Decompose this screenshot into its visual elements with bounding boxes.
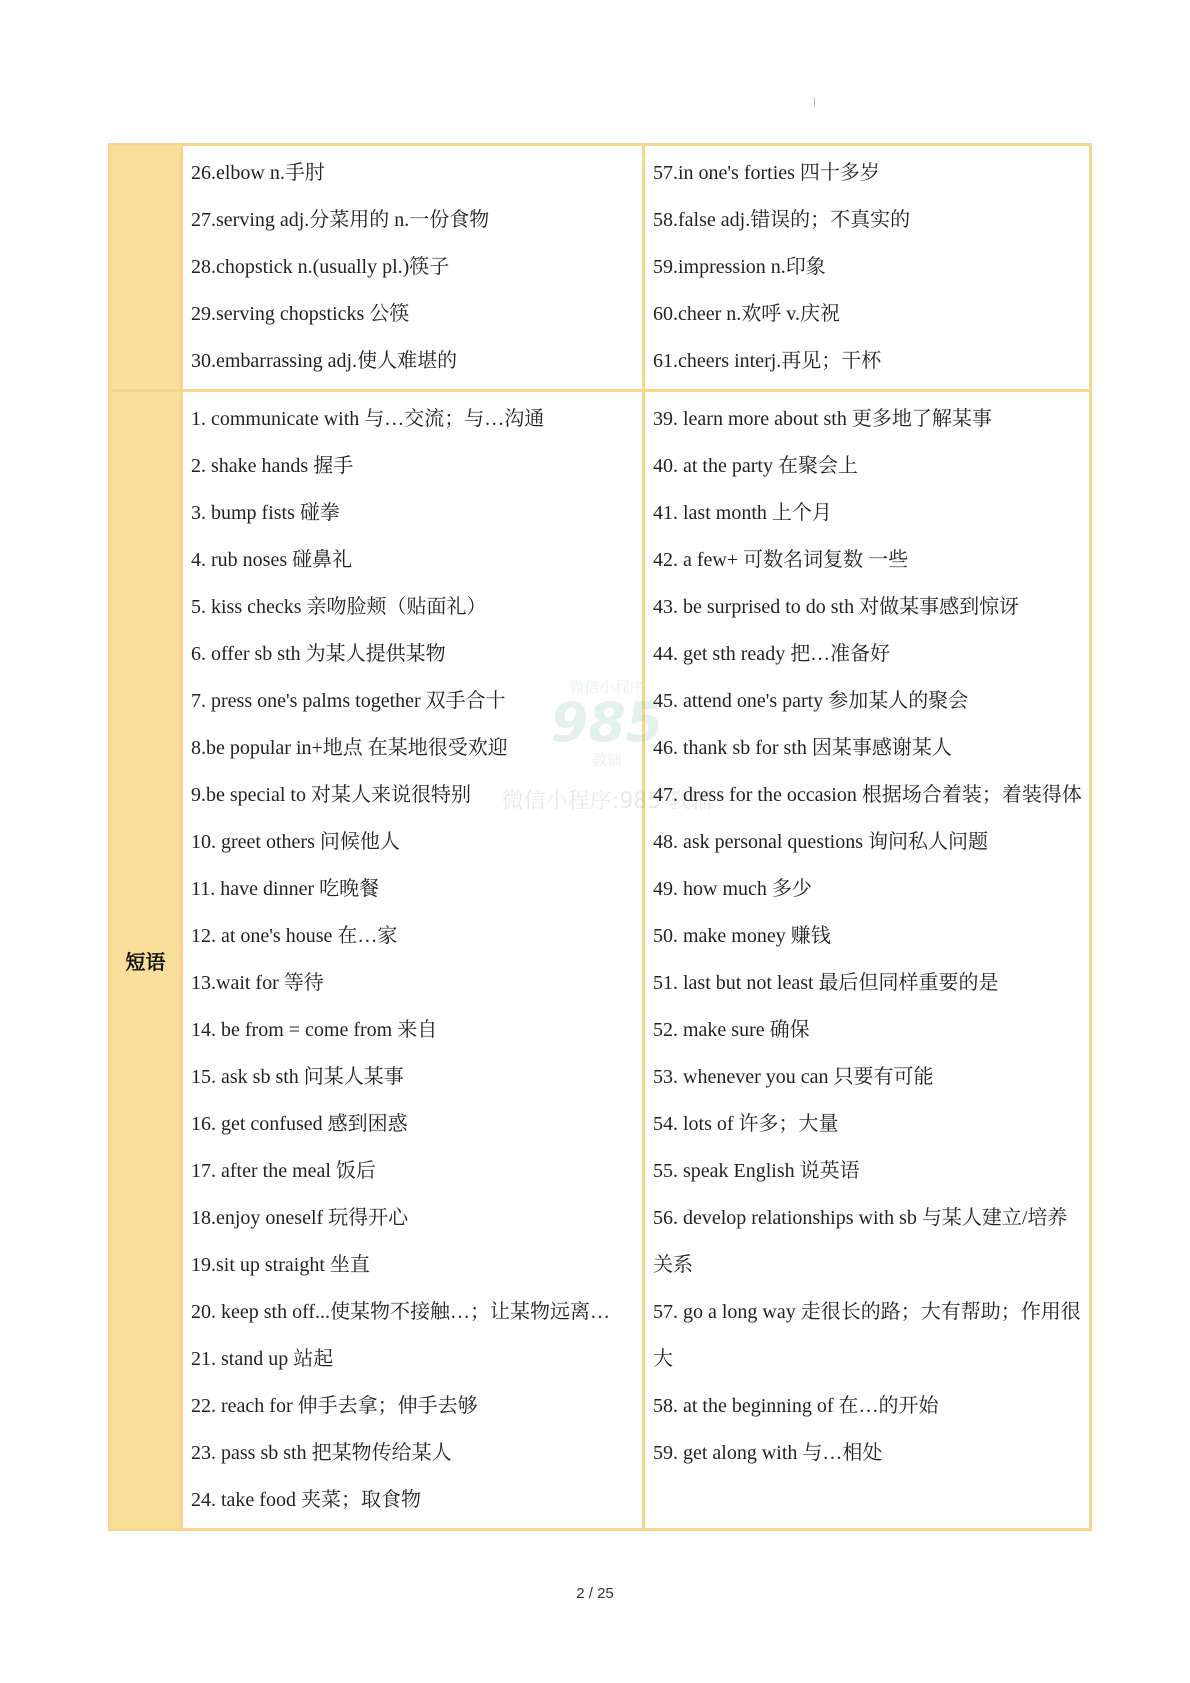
list-item: 10. greet others 问候他人 [191,831,400,853]
list-item: 51. last but not least 最后但同样重要的是 [653,972,999,994]
section-label: 短语 [125,949,166,974]
list-item: 58. at the beginning of 在…的开始 [653,1395,939,1417]
list-item: 19.sit up straight 坐直 [191,1254,370,1276]
watermark-top-text: 微信小程序 [569,678,645,696]
list-item: 28.chopstick n.(usually pl.)筷子 [191,256,450,278]
list-item: 59. get along with 与…相处 [653,1442,883,1464]
list-item: 57. go a long way 走很长的路；大有帮助；作用很大 [653,1301,1081,1370]
phrases-left-column [182,391,644,1530]
words-left-column [182,145,644,391]
list-item: 61.cheers interj.再见；干杯 [653,350,882,372]
list-item: 16. get confused 感到困惑 [191,1113,408,1135]
list-item: 56. develop relationships with sb 与某人建立/培养关系 [653,1207,1068,1276]
list-item: 12. at one's house 在…家 [191,925,398,947]
watermark-logo-number: 985 [550,691,664,754]
list-item: 53. whenever you can 只要有可能 [653,1066,934,1088]
list-item: 4. rub noses 碰鼻礼 [191,549,353,571]
list-item: 47. dress for the occasion 根据场合着装；着装得体 [653,784,1082,806]
list-item: 41. last month 上个月 [653,502,832,524]
list-item: 45. attend one's party 参加某人的聚会 [653,690,969,712]
list-item: 7. press one's palms together 双手合十 [191,690,506,712]
list-item: 44. get sth ready 把…准备好 [653,643,891,665]
list-item: 2. shake hands 握手 [191,455,354,477]
list-item: 50. make money 赚钱 [653,925,831,947]
list-item: 57.in one's forties 四十多岁 [653,162,880,184]
list-item: 17. after the meal 饭后 [191,1160,376,1182]
list-item: 14. be from = come from 来自 [191,1019,438,1041]
list-item: 54. lots of 许多；大量 [653,1113,839,1135]
list-item: 23. pass sb sth 把某物传给某人 [191,1442,452,1464]
list-item: 18.enjoy oneself 玩得开心 [191,1207,409,1229]
list-item: 24. take food 夹菜；取食物 [191,1489,421,1511]
list-item: 42. a few+ 可数名词复数 一些 [653,549,909,571]
watermark-sub-text: 教辅 [591,751,622,769]
list-item: 13.wait for 等待 [191,972,324,994]
phrases-section-label-cell [110,391,182,1530]
list-item: 11. have dinner 吃晚餐 [191,878,380,900]
list-item: 58.false adj.错误的；不真实的 [653,209,911,231]
phrases-right-column [644,391,1091,1530]
list-item: 59.impression n.印象 [653,256,826,278]
page-number: 2 / 25 [576,1585,614,1602]
list-item: 46. thank sb for sth 因某事感谢某人 [653,737,952,759]
vocabulary-table [108,143,1092,1531]
words-right-column [644,145,1091,391]
list-item: 6. offer sb sth 为某人提供某物 [191,643,446,665]
list-item: 21. stand up 站起 [191,1348,334,1370]
list-item: 20. keep sth off...使某物不接触…；让某物远离… [191,1301,611,1323]
list-item: 9.be special to 对某人来说很特别 [191,784,471,806]
list-item: 22. reach for 伸手去拿；伸手去够 [191,1395,478,1417]
list-item: 5. kiss checks 亲吻脸颊（贴面礼） [191,596,487,618]
list-item: 26.elbow n.手肘 [191,162,325,184]
list-item: 39. learn more about sth 更多地了解某事 [653,408,992,430]
watermark-bottom-text: 微信小程序:985 教辅 [501,789,713,814]
list-item: 43. be surprised to do sth 对做某事感到惊讶 [653,596,1020,618]
page-top-mark [814,98,815,106]
list-item: 55. speak English 说英语 [653,1160,860,1182]
list-item: 29.serving chopsticks 公筷 [191,303,410,325]
list-item: 30.embarrassing adj.使人难堪的 [191,350,458,372]
list-item: 40. at the party 在聚会上 [653,455,858,477]
list-item: 52. make sure 确保 [653,1019,810,1041]
words-section-label-cell [110,145,182,391]
list-item: 1. communicate with 与…交流；与…沟通 [191,408,545,430]
list-item: 48. ask personal questions 询问私人问题 [653,831,988,853]
list-item: 60.cheer n.欢呼 v.庆祝 [653,303,840,325]
list-item: 8.be popular in+地点 在某地很受欢迎 [191,737,508,759]
list-item: 3. bump fists 碰拳 [191,502,340,524]
phrases-section-row [110,391,1091,1530]
list-item: 49. how much 多少 [653,878,812,900]
list-item: 15. ask sb sth 问某人某事 [191,1066,404,1088]
list-item: 27.serving adj.分菜用的 n.一份食物 [191,209,490,231]
words-section-row [110,145,1091,391]
